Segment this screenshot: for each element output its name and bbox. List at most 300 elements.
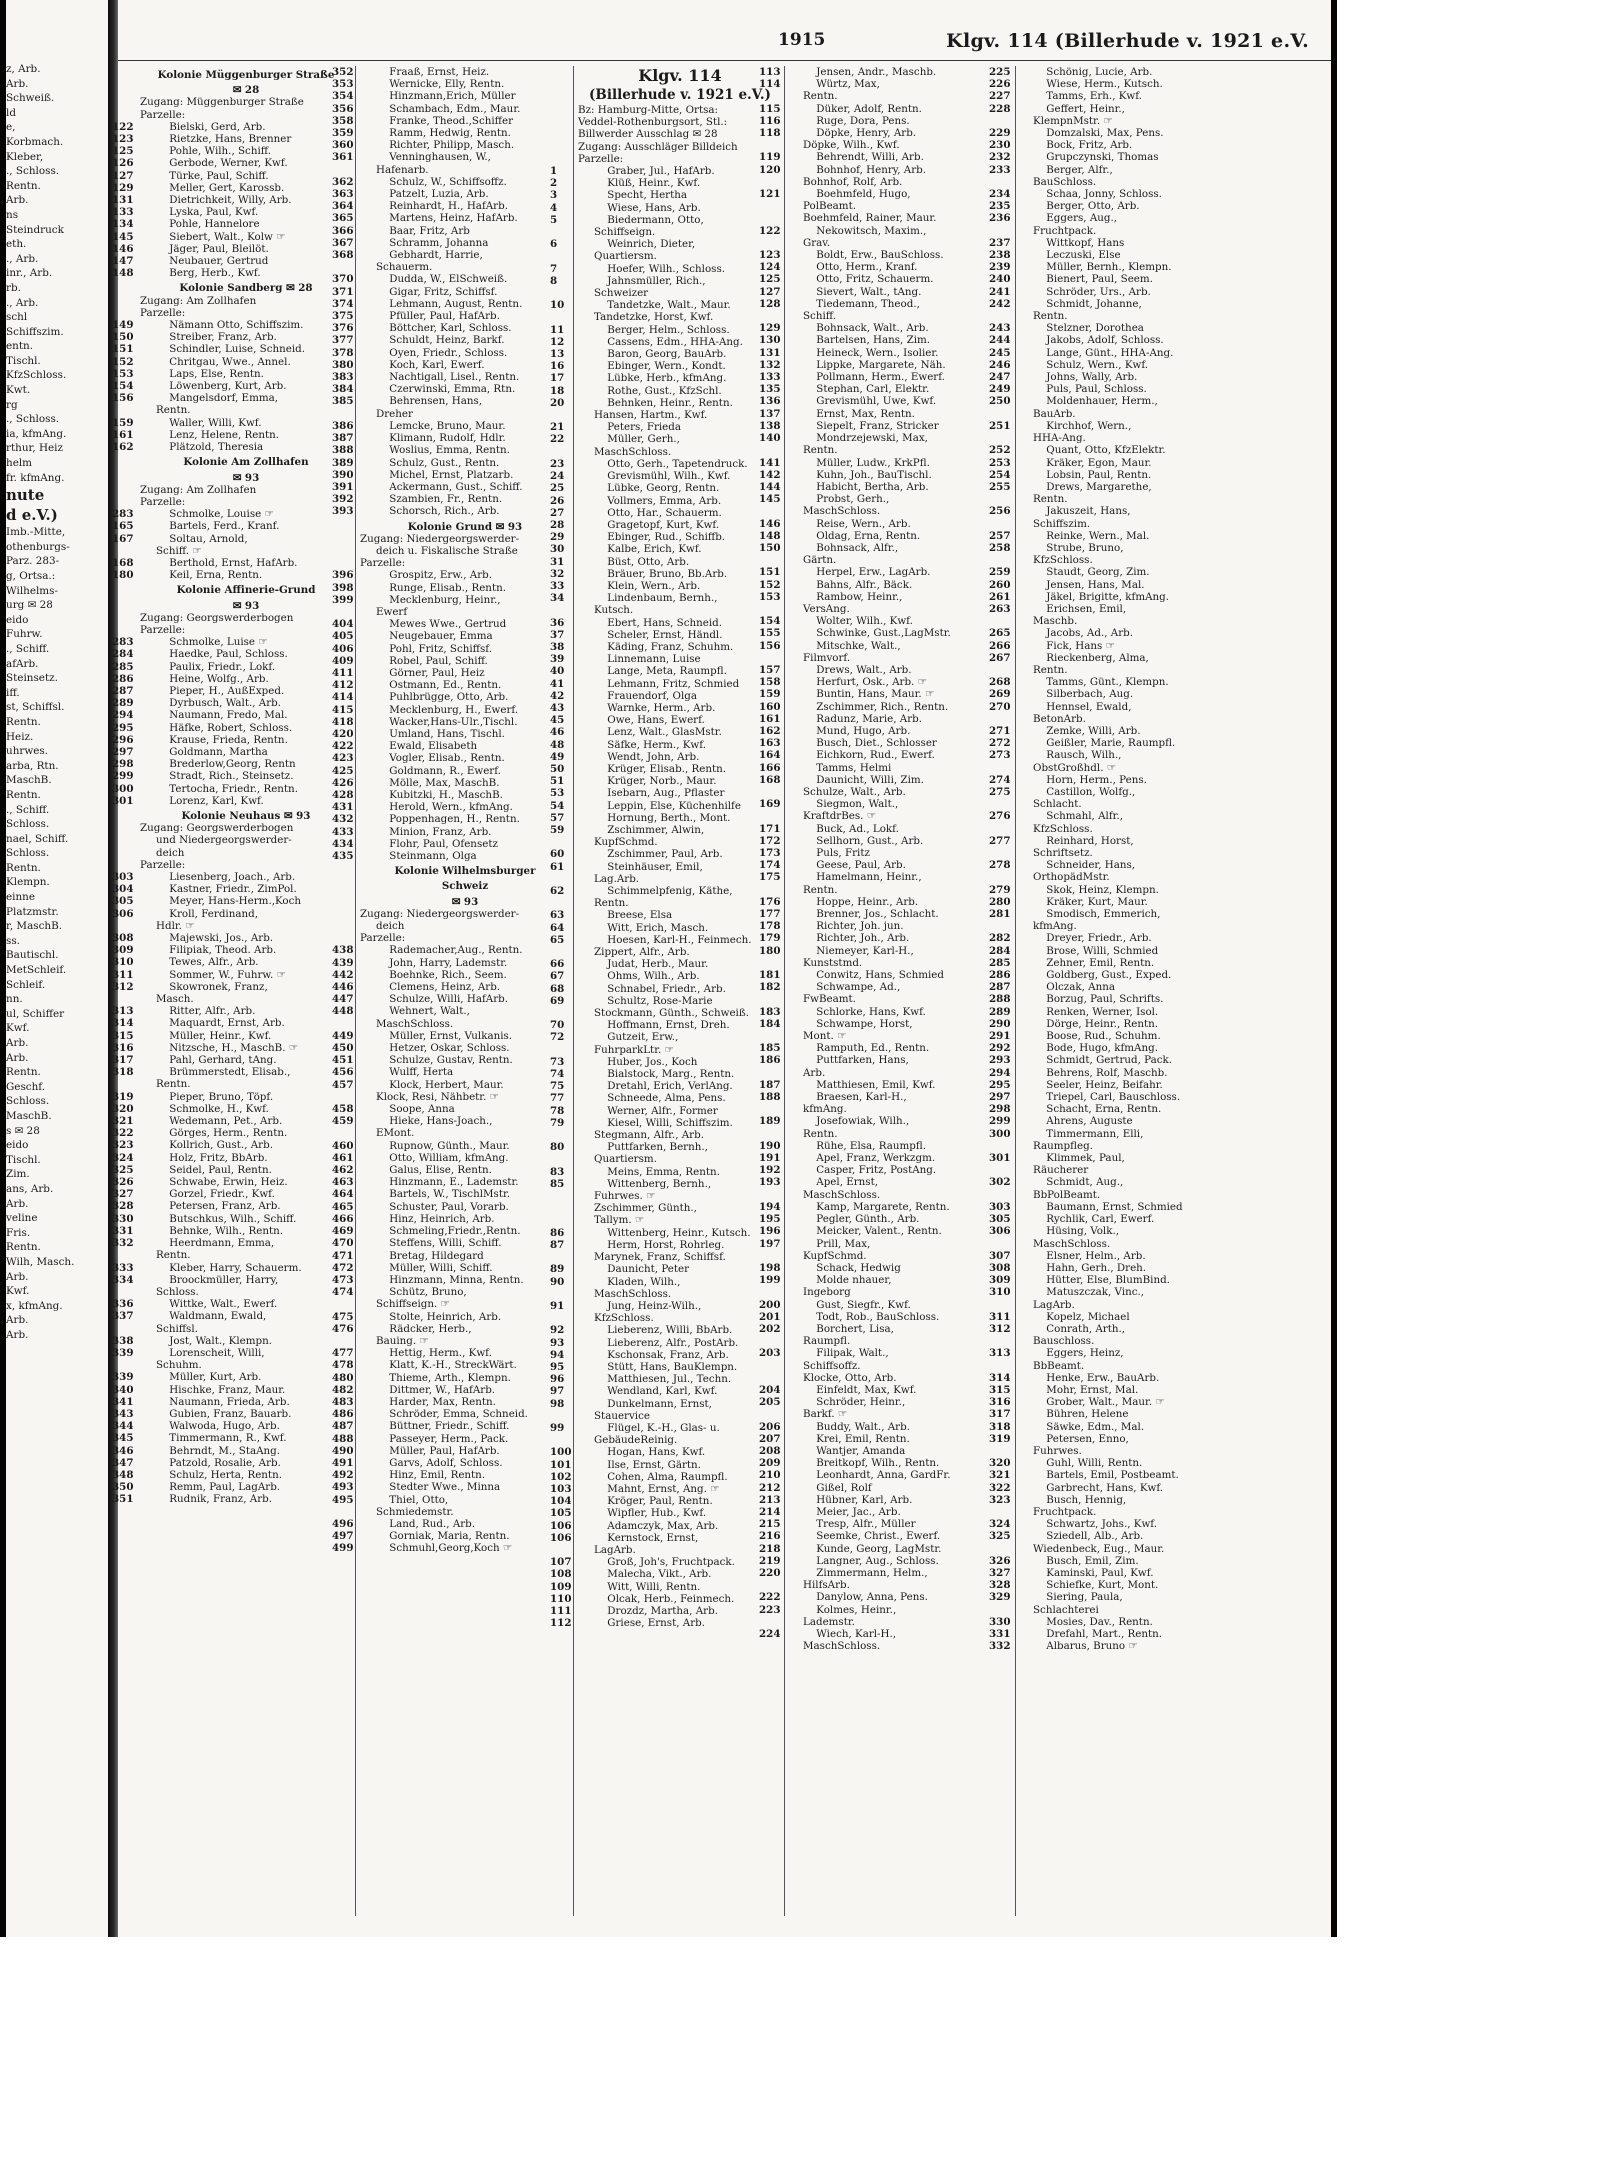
entry-text: Säwke, Edm., Mal.	[1046, 1420, 1145, 1433]
entry-text: Drews, Walt., Arb.	[816, 663, 912, 676]
entry-text: Reinke, Wern., Mal.	[1046, 529, 1150, 542]
entry-text: Bielski, Gerd, Arb.	[169, 120, 266, 133]
entry-text: Schramm, Johanna	[389, 236, 489, 249]
parcel-number: 347	[112, 1456, 134, 1469]
entry-continuation: Wiedenbeck, Eug., Maur.	[1033, 1542, 1165, 1555]
parcel-number: 205	[759, 1396, 781, 1409]
directory-entry	[550, 1373, 782, 1386]
entry-text: Czerwinski, Emma, Rtn.	[389, 383, 516, 396]
directory-entry	[989, 724, 1229, 737]
directory-entry	[759, 1432, 1014, 1445]
entry-text: Werner, Alfr., Former	[607, 1104, 718, 1117]
entry-continuation: KfzSchloss.	[1033, 822, 1093, 835]
directory-entry	[112, 1383, 352, 1396]
directory-entry	[112, 169, 352, 182]
entry-text: Grupczynski, Thomas	[1046, 151, 1159, 164]
entry-text: Matthiesen, Emil, Kwf.	[816, 1078, 936, 1091]
directory-entry	[550, 457, 782, 470]
prev-page-line: KfzSchloss.	[6, 369, 67, 382]
directory-entry	[989, 1628, 1229, 1640]
parcel-number: 238	[989, 249, 1011, 262]
directory-entry	[332, 1432, 570, 1445]
entry-text: Herm, Horst, Rohrleg.	[607, 1238, 725, 1251]
directory-entry	[550, 1263, 782, 1276]
directory-entry	[989, 419, 1229, 432]
entry-line: Zugang: Georgswerderbogen	[140, 611, 294, 624]
parcel-number: 242	[989, 297, 1011, 310]
entry-continuation: Fuhrwes. ☞	[594, 1190, 656, 1203]
entry-continuation: Ewerf	[376, 605, 408, 618]
directory-entry	[759, 358, 1014, 371]
parcel-number: 145	[112, 230, 134, 243]
directory-entry	[989, 188, 1229, 201]
directory-entry	[989, 1286, 1229, 1299]
directory-entry	[112, 733, 352, 746]
prev-page-line: Rentn.	[6, 1066, 41, 1079]
parcel-number: 146	[112, 242, 134, 255]
parcel-number: 340	[112, 1383, 134, 1396]
entry-text: Schambach, Edm., Maur.	[389, 102, 521, 115]
entry-text: Schmolke, H., Kwf.	[169, 1102, 269, 1115]
entry-text: Siebert, Walt., Kolw ☞	[169, 230, 286, 243]
parcel-number: 316	[112, 1041, 134, 1054]
parcel-number: 426	[332, 776, 354, 789]
entry-text: Meicker, Valent., Rentn.	[816, 1225, 942, 1238]
directory-entry	[112, 956, 352, 969]
entry-text: Schack, Hedwig	[816, 1261, 901, 1274]
entry-text: Schwampe, Horst,	[816, 1017, 913, 1030]
entry-text: Berthold, Ernst, HafArb.	[169, 556, 298, 569]
entry-text: Oldag, Erna, Rentn.	[816, 529, 921, 542]
directory-entry	[550, 494, 782, 507]
parcel-number: 406	[332, 642, 354, 655]
prev-page-line: MaschB.	[6, 774, 52, 787]
entry-text: Schacht, Erna, Rentn.	[1046, 1103, 1162, 1116]
parcel-number: 85	[550, 1177, 565, 1190]
parcel-number: 125	[112, 145, 134, 158]
parcel-number: 129	[112, 181, 134, 194]
parcel-number: 380	[332, 358, 354, 371]
entry-text: Schorsch, Rich., Arb.	[389, 505, 500, 518]
entry-text: Radunz, Marie, Arb.	[816, 712, 922, 725]
entry-text: Klüß, Heinr., Kwf.	[607, 177, 701, 190]
directory-entry	[112, 944, 352, 957]
entry-continuation: Tandetzke, Horst, Kwf.	[594, 311, 714, 324]
parcel-number: 278	[989, 859, 1011, 872]
entry-text: Bahns, Alfr., Bäck.	[816, 578, 913, 591]
directory-entry	[332, 993, 570, 1006]
parcel-number: 374	[332, 297, 354, 310]
entry-text: Dreyer, Friedr., Arb.	[1046, 932, 1152, 945]
entry-text: Plätzold, Theresia	[169, 441, 264, 454]
entry-text: Kernstock, Ernst,	[607, 1531, 699, 1544]
directory-entry	[332, 752, 570, 765]
entry-text: Müller, Heinr., Kwf.	[169, 1029, 272, 1042]
column-rule	[355, 66, 356, 1916]
directory-entry	[550, 1336, 782, 1349]
directory-entry	[989, 1420, 1229, 1433]
parcel-number: 65	[550, 933, 565, 946]
entry-text: Schaa, Jonny, Schloss.	[1046, 188, 1162, 201]
entry-text: Jensen, Andr., Maschb.	[816, 66, 937, 78]
directory-entry	[989, 322, 1229, 335]
entry-text: Rühe, Elsa, Raumpfl.	[816, 1139, 926, 1152]
parcel-number: 152	[759, 578, 781, 591]
entry-text: Türke, Paul, Schiff.	[169, 169, 269, 182]
entry-text: Poppenhagen, H., Rentn.	[389, 813, 520, 826]
parcel-number: 106	[550, 1519, 572, 1532]
parcel-number: 148	[759, 529, 781, 542]
parcel-number: 23	[550, 457, 565, 470]
prev-page-line: ., Arb.	[6, 296, 39, 309]
parcel-number: 153	[759, 590, 781, 603]
entry-continuation: MaschSchloss.	[803, 505, 881, 518]
directory-entry	[550, 579, 782, 592]
entry-continuation: Schriftsetz.	[1033, 847, 1093, 859]
parcel-number: 311	[989, 1310, 1011, 1323]
entry-text: Behnke, Wilh., Rentn.	[169, 1224, 284, 1237]
entry-text: Jensen, Hans, Mal.	[1046, 578, 1145, 591]
directory-entry	[332, 776, 570, 789]
entry-text: Krüger, Elisab., Rentn.	[607, 762, 727, 775]
directory-entry	[112, 1395, 352, 1408]
parcel-number: 346	[112, 1444, 134, 1457]
directory-entry	[759, 371, 1014, 384]
parcel-number: 149	[112, 319, 134, 332]
page-header	[118, 30, 1331, 61]
directory-entry	[550, 543, 782, 556]
directory-entry	[332, 1066, 570, 1079]
entry-text: Bode, Hugo, kfmAng.	[1046, 1042, 1158, 1055]
entry-text: Breese, Elsa	[607, 909, 673, 922]
directory-entry	[759, 517, 1014, 530]
parcel-number: 356	[332, 102, 354, 115]
directory-entry	[989, 1383, 1229, 1396]
parcel-number: 490	[332, 1444, 354, 1457]
directory-entry	[989, 1579, 1229, 1592]
directory-entry	[989, 749, 1229, 762]
column-rule	[573, 66, 574, 1916]
parcel-number: 62	[550, 885, 565, 897]
parcel-number: 72	[550, 1031, 565, 1044]
entry-line: Parzelle:	[140, 108, 186, 121]
directory-entry	[989, 1078, 1229, 1091]
entry-text: Hornung, Berth., Mont.	[607, 811, 731, 824]
entry-continuation: Rentn.	[156, 1249, 191, 1262]
directory-entry	[989, 1408, 1229, 1421]
entry-continuation: KraftdrBes. ☞	[803, 810, 876, 823]
parcel-number: 337	[112, 1310, 134, 1323]
directory-entry	[759, 66, 1014, 78]
entry-text: Pohle, Wilh., Schiff.	[169, 145, 271, 158]
parcel-number: 50	[550, 762, 565, 775]
directory-entry	[332, 78, 570, 91]
directory-entry	[989, 1566, 1229, 1579]
parcel-number: 87	[550, 1238, 565, 1251]
parcel-number: 216	[759, 1530, 781, 1543]
entry-text: Michel, Ernst, Platzarb.	[389, 468, 514, 481]
entry-text: Heerdmann, Emma,	[169, 1237, 275, 1250]
entry-continuation: deich u. Fiskalische Straße	[376, 544, 518, 557]
directory-entry	[550, 1177, 782, 1190]
parcel-number: 486	[332, 1408, 354, 1421]
entry-continuation: BbBeamt.	[1033, 1359, 1085, 1372]
entry-text: Goldberg, Gust., Exped.	[1046, 969, 1172, 982]
directory-entry	[550, 909, 782, 922]
entry-text: Lehmann, August, Rentn.	[389, 297, 523, 310]
entry-text: Borzug, Paul, Schrifts.	[1046, 993, 1164, 1006]
entry-text: Behrensen, Hans,	[389, 395, 483, 408]
parcel-number: 138	[759, 419, 781, 432]
parcel-number: 7	[550, 262, 558, 275]
entry-text: Kroll, Ferdinand,	[169, 907, 258, 920]
parcel-number: 210	[759, 1469, 781, 1482]
parcel-number: 89	[550, 1263, 565, 1276]
parcel-number: 25	[550, 482, 565, 495]
directory-entry	[112, 1066, 352, 1079]
entry-text: Triepel, Carl, Bauschloss.	[1046, 1091, 1181, 1104]
entry-continuation: Rentn.	[1033, 663, 1068, 676]
entry-text: Behnken, Heinr., Rentn.	[607, 396, 733, 409]
parcel-number: 405	[332, 630, 354, 643]
entry-text: Herfurt, Osk., Arb. ☞	[816, 676, 927, 689]
entry-continuation: Rentn.	[803, 883, 838, 896]
parcel-number: 151	[112, 343, 134, 356]
prev-page-line: st, Schiffsl.	[6, 701, 65, 714]
directory-entry	[332, 1420, 570, 1433]
parcel-number: 164	[759, 749, 781, 762]
entry-text: Löwenberg, Kurt, Arb.	[169, 380, 287, 393]
parcel-number: 324	[989, 1518, 1011, 1531]
parcel-number: 96	[550, 1373, 565, 1386]
parcel-number: 480	[332, 1371, 354, 1384]
parcel-number: 1	[550, 165, 558, 178]
parcel-number: 435	[332, 850, 354, 862]
parcel-number: 135	[759, 383, 781, 396]
entry-text: Albarus, Bruno ☞	[1046, 1640, 1138, 1653]
entry-continuation: Schweizer	[594, 287, 649, 300]
directory-entry	[332, 1200, 570, 1213]
entry-text: Jung, Heinz-Wilh.,	[607, 1299, 702, 1312]
parcel-number: 146	[759, 517, 781, 530]
prev-page-line: x, kfmAng.	[6, 1299, 63, 1312]
entry-text: Kladen, Wilh.,	[607, 1275, 681, 1288]
entry-text: Minion, Franz, Arb.	[389, 825, 492, 838]
entry-text: Fick, Hans ☞	[1046, 639, 1115, 652]
directory-entry	[989, 1115, 1229, 1128]
entry-continuation: LagArb.	[594, 1543, 636, 1556]
directory-entry	[759, 1542, 1014, 1555]
prev-page-line: Zim.	[6, 1168, 30, 1181]
directory-entry	[112, 1163, 352, 1176]
entry-continuation: Raumpfl.	[803, 1335, 851, 1348]
entry-continuation: Schmiedemstr.	[376, 1505, 454, 1518]
directory-entry	[112, 1005, 352, 1018]
entry-text: Wiese, Herm., Kutsch.	[1046, 78, 1163, 91]
entry-text: Schönig, Lucie, Arb.	[1046, 66, 1153, 78]
prev-page-line: ans, Arb.	[6, 1182, 54, 1195]
parcel-number: 61	[550, 860, 565, 873]
parcel-number: 166	[759, 761, 781, 774]
prev-page-line: Wilh, Masch.	[6, 1255, 75, 1268]
directory-entry	[112, 932, 352, 945]
parcel-number: 302	[989, 1176, 1011, 1189]
directory-entry	[332, 1322, 570, 1335]
parcel-number: 124	[759, 261, 781, 274]
parcel-number: 304	[112, 883, 134, 896]
directory-entry	[112, 1432, 352, 1445]
entry-continuation: Hansen, Hartm., Kwf.	[594, 409, 708, 422]
directory-entry	[112, 441, 352, 454]
directory-entry	[759, 127, 1014, 140]
entry-text: Pohl, Fritz, Schiffsf.	[389, 642, 492, 655]
parcel-number: 253	[989, 456, 1011, 469]
parcel-number: 168	[112, 556, 134, 569]
entry-text: Stradt, Rich., Steinsetz.	[169, 770, 294, 783]
entry-text: Nekowitsch, Maxim.,	[816, 224, 927, 237]
directory-entry	[759, 273, 1014, 286]
parcel-number: 195	[759, 1213, 781, 1226]
entry-text: Flügel, K.-H., Glas- u.	[607, 1421, 720, 1434]
entry-continuation: BauSchloss.	[1033, 175, 1097, 188]
directory-entry	[550, 787, 782, 800]
parcel-number: 322	[989, 1481, 1011, 1494]
parcel-number: 103	[550, 1482, 572, 1495]
section-heading: Kolonie Grund ✉ 93	[407, 520, 523, 533]
parcel-number: 370	[332, 273, 354, 286]
parcel-number: 317	[989, 1408, 1011, 1421]
entry-text: Rothe, Gust., KfzSchl.	[607, 384, 722, 397]
parcel-number: 272	[989, 737, 1011, 750]
entry-text: Holz, Fritz, BbArb.	[169, 1151, 268, 1164]
entry-text: Apel, Franz, Werkzgm.	[816, 1152, 936, 1165]
directory-entry	[550, 616, 782, 629]
prev-page-line: Rentn.	[6, 788, 41, 801]
directory-entry	[550, 555, 782, 568]
entry-text: Kiesel, Willi, Schiffszim.	[607, 1116, 733, 1129]
parcel-number: 40	[550, 665, 565, 678]
parcel-number: 367	[332, 236, 354, 249]
parcel-number: 465	[332, 1200, 354, 1213]
parcel-number: 99	[550, 1421, 565, 1434]
parcel-number: 289	[989, 1005, 1011, 1018]
directory-entry	[112, 1481, 352, 1494]
directory-entry	[550, 1299, 782, 1312]
prev-page-line: ., Schiff.	[6, 803, 50, 816]
entry-text: Ramputh, Ed., Rentn.	[816, 1042, 930, 1055]
parcel-number: 388	[332, 444, 354, 457]
parcel-number: 358	[332, 114, 354, 127]
prev-page-line: afArb.	[6, 657, 39, 670]
entry-text: Rademacher,Aug., Rentn.	[389, 944, 523, 957]
directory-entry	[332, 1444, 570, 1457]
entry-text: Sziedell, Alb., Arb.	[1046, 1530, 1144, 1543]
parcel-number: 224	[759, 1628, 781, 1640]
directory-entry	[989, 627, 1229, 640]
prev-page-line: eido	[6, 1139, 29, 1152]
entry-text: Ebinger, Rud., Schiffb.	[607, 531, 726, 544]
directory-entry	[112, 871, 352, 883]
entry-text: Tamms, Helmi	[816, 761, 892, 774]
parcel-number: 315	[112, 1029, 134, 1042]
directory-entry	[759, 1444, 1014, 1457]
directory-entry	[759, 981, 1014, 994]
entry-continuation: OrthopädMstr.	[1033, 871, 1110, 884]
entry-text: Bohnsack, Walt., Arb.	[816, 322, 929, 335]
directory-entry	[989, 1225, 1229, 1238]
directory-entry	[759, 1225, 1014, 1238]
parcel-number: 366	[332, 224, 354, 237]
entry-text: Kschonsak, Franz, Arb.	[607, 1348, 729, 1361]
prev-page-line: MaschB.	[6, 1109, 52, 1122]
directory-entry	[989, 371, 1229, 384]
prev-page-line: helm	[6, 457, 33, 470]
entry-text: Ackermann, Gust., Schiff.	[389, 480, 523, 493]
parcel-number: 30	[550, 543, 565, 556]
entry-text: Otto, William, kfmAng.	[389, 1151, 509, 1164]
parcel-number: 120	[759, 163, 781, 176]
entry-text: Boose, Rud., Schuhm.	[1046, 1030, 1161, 1043]
directory-entry	[332, 175, 570, 188]
prev-page-line: ., Schloss.	[6, 413, 60, 426]
parcel-number: 270	[989, 700, 1011, 713]
parcel-number: 442	[332, 968, 354, 981]
prev-page-line: Fuhrw.	[6, 628, 43, 641]
parcel-number: 327	[112, 1188, 134, 1201]
entry-text: Müller, Gerh.,	[607, 433, 680, 446]
directory-entry	[550, 1397, 782, 1410]
parcel-number: 70	[550, 1019, 565, 1032]
entry-text: Wacker,Hans-Ulr.,Tischl.	[389, 715, 518, 728]
column-1	[112, 66, 352, 1926]
directory-entry	[989, 1591, 1229, 1604]
parcel-number: 155	[759, 627, 781, 640]
entry-text: Zimmermann, Helm.,	[816, 1566, 928, 1579]
parcel-number: 449	[332, 1029, 354, 1042]
entry-text: Kleber, Harry, Schauerm.	[169, 1261, 302, 1274]
directory-entry	[989, 1554, 1229, 1567]
parcel-number: 130	[759, 334, 781, 347]
directory-entry	[332, 1212, 570, 1225]
directory-entry	[989, 883, 1229, 896]
entry-text: Siegmon, Walt.,	[816, 798, 899, 811]
parcel-number: 160	[759, 700, 781, 713]
parcel-number: 28	[550, 518, 565, 531]
parcel-number: 165	[112, 520, 134, 533]
parcel-number: 344	[112, 1420, 134, 1433]
directory-entry	[989, 785, 1229, 798]
entry-text: Filipiak, Theod. Arb.	[169, 944, 277, 957]
entry-text: Mecklenburg, Heinr.,	[389, 593, 501, 606]
entry-text: Busch, Diet., Schlosser	[816, 737, 937, 750]
entry-continuation: Zippert, Alfr., Arb.	[594, 946, 690, 959]
directory-entry	[332, 1115, 570, 1128]
directory-entry	[332, 273, 570, 286]
parcel-number: 303	[989, 1200, 1011, 1213]
entry-text: Geißler, Marie, Raumpfl.	[1046, 737, 1176, 750]
entry-text: Jakuszeit, Hans,	[1046, 505, 1131, 518]
directory-entry	[550, 1580, 782, 1593]
entry-text: Witt, Erich, Masch.	[607, 921, 709, 934]
directory-entry	[550, 1604, 782, 1617]
parcel-number: 363	[332, 188, 354, 201]
directory-entry	[550, 335, 782, 348]
entry-text: Daunicht, Willi, Zim.	[816, 773, 924, 786]
directory-entry	[759, 1115, 1014, 1128]
entry-text: Ruge, Dora, Pens.	[816, 114, 910, 127]
entry-text: Schröder, Heinr.,	[816, 1396, 906, 1409]
entry-continuation: Bauschloss.	[1033, 1335, 1095, 1348]
